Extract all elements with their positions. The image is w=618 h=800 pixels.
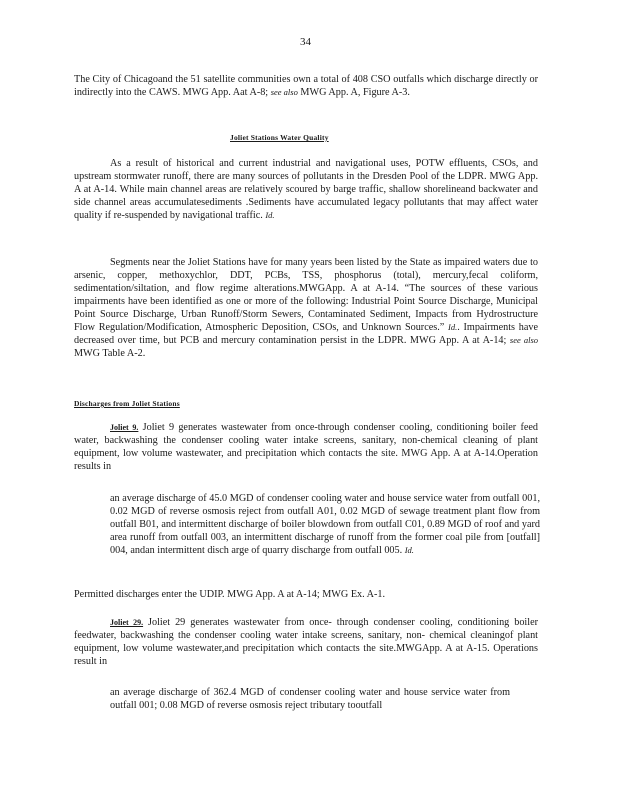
blockquote-text: an average discharge of 45.0 MGD of condenser cooling water and house service water from outfall 001, 0.02 MGD of reverse osmosis reject from outfall A01, 0.02 MGD of sewage treatment plant flow from outfall B01, and intermittent discharge of boiler blowdown from outfall C01, 0.89 MGD of roof and yard area runoff from outfall 003, an intermittent discharge of runoff from the former coal pile from [outfall] 004, andan intermittent disch arge of quarry discharge from outfall 005.: [110, 493, 540, 556]
subheading-joliet-9: Joliet 9.: [110, 423, 139, 432]
paragraph-impaired-waters: [74, 256, 538, 360]
citation-id: Id.: [448, 322, 458, 332]
paragraph-text-mid: . Impairments have decreased over time, but PCB and mercury contamination persist in the LDPR. MWG App. A at A-14;: [74, 322, 538, 346]
subheading-joliet-29: Joliet 29.: [110, 618, 144, 627]
paragraph-joliet-29: [74, 616, 538, 668]
blockquote-joliet-9-discharge: [110, 492, 540, 557]
paragraph-text: The City of Chicagoand the 51 satellite communities own a total of 408 CSO outfalls which discharge directly or indirectly into the CAWS. MWG App. Aat A-8;: [74, 74, 538, 98]
paragraph-text: As a result of historical and current industrial and navigational uses, POTW effluents, CSOs, and upstream stormwater runoff, there are many sources of pollutants in the Dresden Pool of the LDPR. MWG App. A at A-14. While main channel areas are relatively scoured by barge traffic, shallow shorelineand backwater and side channel areas accumulatesediments .Sediments have accumulated legacy pollutants that may affect water quality if re-suspended by navigational traffic.: [74, 158, 538, 221]
paragraph-text: Segments near the Joliet Stations have for many years been listed by the State as impaired waters due to arsenic, copper, methoxychlor, DDT, PCBs, TSS, phosphorus (total), mercury,fecal coliform, sedimentation/siltation, and flow regime alterations.MWGApp. A at A-14. “The sources of these various impairments have been identified as one or more of the following: Industrial Point Source Discharge, Municipal Point Source Discharge, Urban Runoff/Storm Sewers, Contaminated Sediment, Impacts from Hydrostructure Flow Regulation/Modification, Atmospheric Deposition, CSOs, and Unknown Sources.”: [74, 257, 538, 333]
citation-signal: see also: [270, 87, 298, 97]
blockquote-joliet-29-discharge: an average discharge of 362.4 MGD of condenser cooling water and house service water from outfall 001; 0.08 MGD of reverse osmosis reject tributary tooutfall: [110, 687, 510, 711]
citation-signal: see also: [509, 335, 539, 345]
paragraph-joliet-9: [74, 421, 538, 473]
paragraph-permitted-discharges: Permitted discharges enter the UDIP. MWG App. A at A-14; MWG Ex. A-1.: [74, 589, 386, 600]
paragraph-text-end: MWG Table A-2.: [74, 348, 146, 359]
paragraph-text-end: MWG App. A, Figure A-3.: [300, 87, 410, 98]
citation-id: Id.: [404, 545, 414, 555]
paragraph-text: Joliet 29 generates wastewater from once- through condenser cooling, conditioning boiler feedwater, backwashing the condenser cooling water intake screens, sanitary, non- chemical cleaningof plant equipment, low volume wastewater,and precipitation which contacts the site.MWGApp. A at A-15. Operations result in: [74, 617, 538, 667]
citation-id: Id.: [265, 210, 275, 220]
paragraph-text: Joliet 9 generates wastewater from once-through condenser cooling, conditioning boiler feed water, backwashing the condenser cooling water intake screens, sanitary, non-chemical cleaning of plant equipment, low volume wastewater, and precipitation which contacts the site. MWG App. A at A-14.Operation results in: [74, 422, 538, 472]
section-heading-water-quality: Joliet Stations Water Quality: [230, 133, 329, 142]
page-number: 34: [300, 36, 311, 48]
section-heading-discharges: Discharges from Joliet Stations: [74, 399, 180, 408]
paragraph-cso-outfalls: [74, 73, 538, 99]
paragraph-pollutant-sources: [74, 157, 538, 222]
